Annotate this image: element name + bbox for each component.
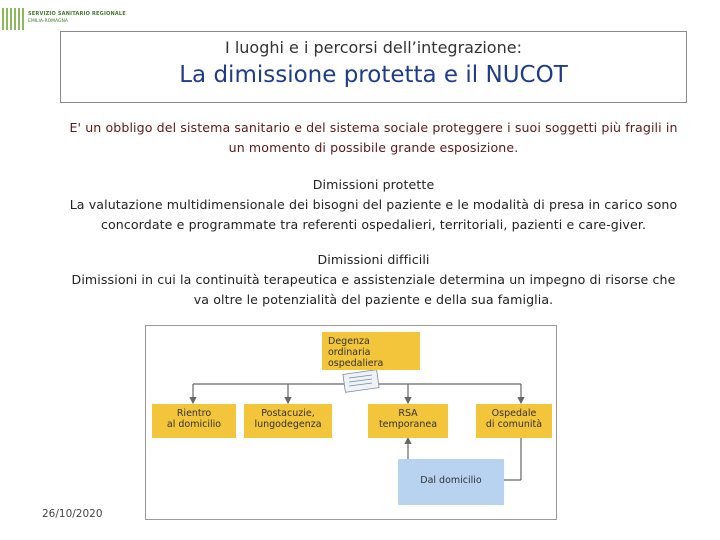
box-postacuzie-line-2: lungodegenza (254, 419, 322, 430)
logo-text-line1: SERVIZIO SANITARIO REGIONALE (28, 11, 126, 17)
box-rsa-temporanea (368, 404, 448, 438)
intro-line-2: un momento di possibile grande esposizione. (228, 140, 519, 155)
discharge-pathway-diagram (145, 325, 557, 520)
box-rientro-line-2: al domicilio (166, 419, 222, 430)
box-degenza-ordinaria (322, 332, 420, 370)
box-degenza-line-2: ospedaliera (328, 358, 384, 369)
box-rientro-domicilio (152, 404, 236, 438)
intro-paragraph (60, 118, 687, 158)
difficili-paragraph (60, 250, 687, 310)
title-box (60, 31, 687, 103)
difficili-line-1: Dimissioni in cui la continuità terapeutica e assistenziale determina un impegno di risorse che (71, 272, 676, 287)
box-ospedale-line-2: di comunità (485, 419, 543, 430)
intro-line-1: E' un obbligo del sistema sanitario e del sistema sociale proteggere i suoi soggetti più fragili in (69, 120, 678, 135)
slide-date: 26/10/2020 (42, 508, 103, 520)
box-rsa-line-2: temporanea (378, 419, 438, 430)
box-rsa-line-1: RSA (398, 408, 418, 419)
box-degenza-line-1: Degenza ordinaria (328, 336, 371, 358)
difficili-heading: Dimissioni difficili (317, 252, 430, 267)
box-rientro-line-1: Rientro (176, 408, 212, 419)
slide-subtitle: I luoghi e i percorsi dell’integrazione: (225, 38, 522, 57)
box-domicilio-label: Dal domicilio (420, 475, 482, 486)
box-dal-domicilio (398, 459, 504, 505)
box-postacuzie (244, 404, 332, 438)
protette-heading: Dimissioni protette (312, 177, 435, 192)
box-postacuzie-line-1: Postacuzie, (261, 408, 315, 419)
protette-line-2: concordate e programmate tra referenti ospedalieri, territoriali, pazienti e care-giver. (100, 217, 647, 232)
box-ospedale-comunita (476, 404, 552, 438)
protette-paragraph (60, 175, 687, 235)
checklist-icon (343, 370, 379, 393)
slide-title: La dimissione protetta e il NUCOT (179, 62, 568, 88)
difficili-line-2: va oltre le potenzialità del paziente e della sua famiglia. (193, 292, 554, 307)
logo-text-line2: EMILIA-ROMAGNA (28, 19, 68, 24)
box-ospedale-line-1: Ospedale (491, 408, 537, 419)
logo-mark (2, 8, 24, 30)
protette-line-1: La valutazione multidimensionale dei bisogni del paziente e le modalità di presa in carico sono (69, 197, 678, 212)
